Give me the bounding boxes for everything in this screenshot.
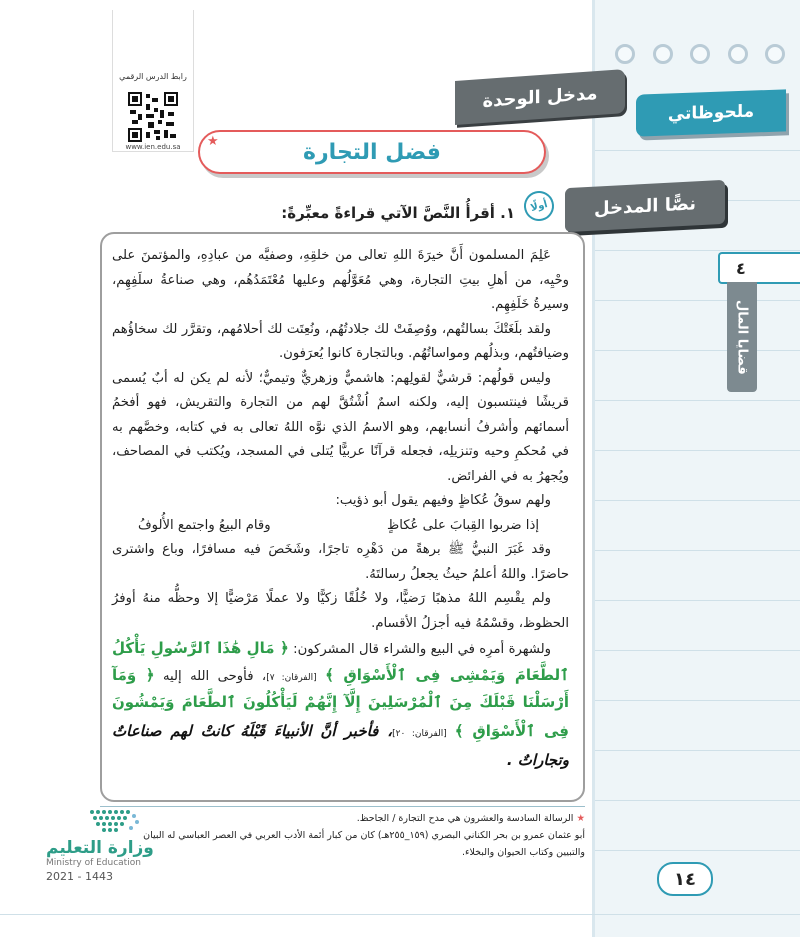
intro-text-tab: نصًّا المدخل [565, 180, 725, 232]
passage-paragraph: وليس قولُهم: قرشيٌّ لقولِهم: هاشميٌّ وزهريٌّ وتيميٌّ؛ لأنه لم يكن له أبٌ يُسمى قريشًا فينتسبون إليه، ولكنه اسمٌ اُشْتُقَّ لهم من التجارة والتقريش، فهو أفخمُ أسمائهم وأشرفُ أنسابهم، وهو الاسمُ الذي نوَّه اللهُ تعالى به في كتابه، وخصَّهم به في مُحكمِ وحيه وتنزيلِه، فجعله قرآنًا عربيًّا يُتلى في المسجد، ويُكتب في المصاحف، ويُجهرُ به في الفرائض. [112, 370, 569, 484]
passage-paragraph: ولهم سوقُ عُكاظٍ وفيهم يقول أبو ذؤيب: [335, 493, 551, 508]
passage-conclusion: ، فأخبر أنَّ الأنبياءَ قَبْلَهُ كانتْ لهم صناعاتٌ وتجاراتٌ . [112, 721, 569, 769]
passage-paragraph: ولقد بلَغَتْكَ بسالتُهم، ووُصِفَتْ لك جلادتُهُم، ونُعِتَت لك أحلامُهم، وتقرَّر لك سخاؤُهم وضيافتُهم، وبذلُهم ومواساتُهُم. وبالتجارة كانوا يُعرَفون. [112, 321, 569, 361]
verse-hemistich: إذا ضربوا القِبابَ على عُكاظٍ [387, 517, 539, 533]
passage-paragraph [112, 636, 569, 775]
qr-label: رابط الدرس الرقمي [119, 72, 187, 81]
ministry-logo-icon [82, 804, 152, 838]
footnote-divider [100, 806, 585, 807]
quran-verse: ﴿ مَالِ هَٰذَا ٱلرَّسُولِ يَأْكُلُ ٱلطَّعَامَ وَيَمْشِى فِى ٱلْأَسْوَاقِ ﴾ [112, 639, 569, 684]
passage-box [100, 232, 585, 802]
binder-holes [615, 44, 785, 64]
qr-card[interactable] [112, 10, 194, 152]
passage-paragraph: وقد غَبَرَ النبيُّ ﷺ برهةً من دَهْرِه تاجرًا، وشَخَصَ فيه مسافرًا، وباع واشترى حاضرًا. واللهُ أعلمُ حيثُ يجعلُ رسالتَهُ. [112, 542, 569, 582]
page-bottom-line [0, 914, 800, 915]
unit-intro-tab: مدخل الوحدة [455, 69, 625, 125]
binder-hole [653, 44, 673, 64]
footnote-line: الرسالة السادسة والعشرون هي مدح التجارة / الجاحظ. [356, 813, 574, 824]
lesson-title: فضل التجارة [303, 139, 441, 165]
qr-url[interactable]: www.ien.edu.sa [125, 143, 181, 151]
qr-code-icon[interactable] [128, 92, 178, 142]
quran-citation: [الفرقان: ٢٠] [392, 728, 447, 739]
footnote-line: أبو عثمان عمرو بن بحر الكناني البصري (١٥٩_٢٥٥هـ) كان من كبار أئمة الأدب العربي في العصر العباسي له البيان والتبيين وكتاب الحيوان والبخلاء. [143, 830, 585, 858]
paragraph-intro: ولشهرة أمرِه في البيع والشراء قال المشركون: [293, 642, 551, 657]
notes-column [595, 0, 800, 937]
binder-hole [765, 44, 785, 64]
binder-hole [728, 44, 748, 64]
quran-verse: ﴿ وَمَآ أَرْسَلْنَا قَبْلَكَ مِنَ ٱلْمُرْسَلِينَ إِلَّآ إِنَّهُمْ لَيَأْكُلُونَ ٱلطَّعَامَ وَيَمْشُونَ فِى ٱلْأَسْوَاقِ ﴾ [112, 665, 569, 740]
binder-hole [690, 44, 710, 64]
section-badge: أولًا [521, 188, 558, 225]
ministry-name-ar: وزارة التعليم [46, 838, 154, 858]
notes-divider [592, 0, 595, 937]
paragraph-connector: ، فأوحى الله إليه [162, 668, 267, 684]
verse-hemistich: وقام البيعُ واجتمع الأُلوفُ [138, 517, 271, 533]
binder-hole [615, 44, 635, 64]
star-icon: ★ [573, 813, 585, 824]
unit-name-strip: قضايا المال [727, 282, 757, 392]
page-number: ١٤ [657, 862, 713, 896]
notes-tab: ملحوظاتي [636, 89, 786, 136]
footnote [130, 810, 585, 861]
edition-year: 2021 - 1443 [46, 870, 113, 883]
quran-citation: [الفرقان: ٧] [266, 672, 317, 683]
ministry-name-en: Ministry of Education [46, 858, 141, 868]
unit-number-box: ٤ [718, 252, 800, 284]
footnote-star-icon: ★ [207, 134, 219, 149]
passage-paragraph: ولم يقْسِم اللهُ مذهبًا رَضيًّا، ولا خُلُقًا زكيًّا ولا عملًا مَرْضيًّا إلا وحظُّه منهُ أوفرُ الحظوظ، وقسْمُهُ فيه أجزلُ الأقسام. [112, 591, 569, 631]
question-text: ١. أقرأُ النَّصَّ الآتي قراءةً معبِّرةً: [281, 204, 515, 222]
lesson-title-box [198, 130, 546, 174]
poetry-verse [112, 514, 569, 539]
ministry-logo [42, 798, 162, 888]
passage-paragraph: عَلِمَ المسلمون أَنَّ خيرَةَ اللهِ تعالى من خلقِهِ، وصفيَّه من عبادِهِ، والمؤتمنَ على وحْيِه، من أهلِ بيتِ التجارة، وهي مُعَوَّلُهم وعليها مُعْتَمَدُهُم، وهي صناعةُ سلَفِهِم، وسيرةُ خَلَفِهِم. [112, 248, 569, 312]
